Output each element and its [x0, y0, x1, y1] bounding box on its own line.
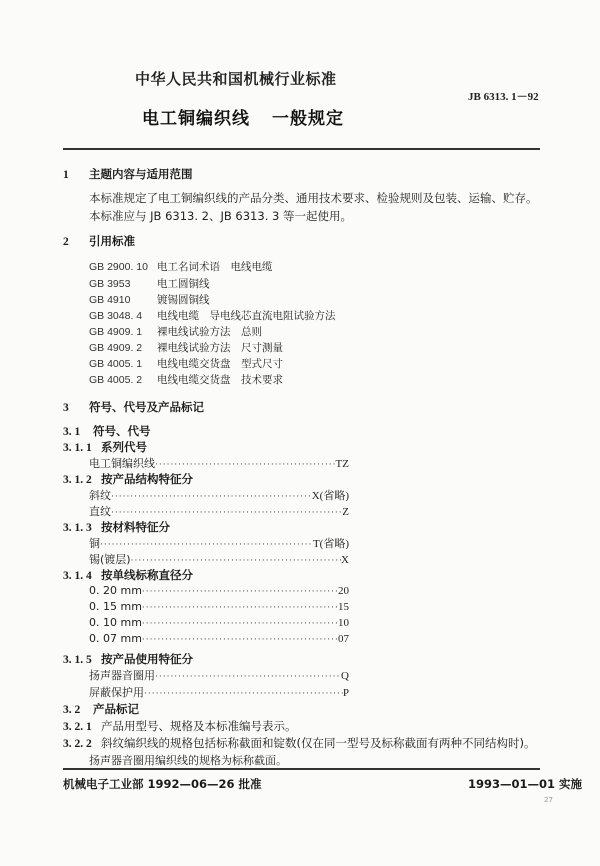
title-part-1: 电工铜编织线: [142, 109, 250, 129]
implementation-date: 1993—01—01 实施: [468, 777, 583, 791]
reference-item: GB 4909. 2 裸电线试验方法 尺寸测量: [89, 342, 283, 354]
reference-item: GB 3048. 4 电线电缆 导电线芯直流电阻试验方法: [89, 310, 336, 322]
subsection-3-2-2: 3. 2. 2 斜纹编织线的规格包括标称截面和锭数(仅在同一型号及标称截面有两种不同结构时)。: [63, 736, 536, 750]
leader-dots: [111, 492, 312, 502]
section-1-paragraph: 本标准规定了电工铜编织线的产品分类、通用技术要求、检验规则及包装、运输、贮存。: [89, 191, 538, 205]
subsection-3-1-heading: 3. 1 符号、代号: [63, 424, 151, 438]
reference-item: GB 4910 镀锡圆铜线: [89, 294, 210, 306]
leader-dots: [111, 508, 342, 518]
code-list-item: 直纹 ····· Z: [89, 503, 349, 519]
document-title: [142, 104, 344, 129]
reference-item: GB 4909. 1 裸电线试验方法 总则: [89, 326, 262, 338]
code-list-item: 斜纹 ····· X(省略): [89, 487, 349, 503]
code-list-item: 0. 07 mm ····· 07: [89, 632, 349, 645]
subsection-3-1-4-heading: 3. 1. 4 按单线标称直径分: [63, 568, 193, 582]
leader-dots: [155, 672, 341, 682]
code-list-item: 扬声器音圈用 ····· Q: [89, 667, 349, 683]
subsection-3-1-3-heading: 3. 1. 3 按材料特征分: [63, 520, 170, 534]
subsection-3-1-1-heading: 3. 1. 1 系列代号: [63, 440, 147, 454]
header-rule: [63, 148, 540, 150]
section-1-paragraph: 本标准应与 JB 6313. 2、JB 6313. 3 等一起使用。: [89, 209, 352, 223]
code-list-item: 0. 10 mm ····· 10: [89, 616, 349, 629]
code-list-item: 0. 15 mm ····· 15: [89, 600, 349, 613]
code-list-item: 铜 ····· T(省略): [89, 535, 349, 551]
leader-dots: [131, 556, 341, 566]
code-list-item: 电工铜编织线 ····· TZ: [89, 455, 349, 471]
leader-dots: [142, 603, 338, 613]
reference-item: GB 4005. 1 电线电缆交货盘 型式尺寸: [89, 358, 283, 370]
reference-item: GB 4005. 2 电线电缆交货盘 技术要求: [89, 374, 283, 386]
footer-rule: [63, 768, 540, 770]
leader-dots: [100, 540, 313, 550]
subsection-3-1-5-heading: 3. 1. 5 按产品使用特征分: [63, 652, 193, 666]
code-list-item: 0. 20 mm ····· 20: [89, 584, 349, 597]
section-1-heading: 1 主题内容与适用范围: [63, 167, 193, 181]
page-number: 27: [544, 796, 553, 804]
issuing-organization: 中华人民共和国机械行业标准: [135, 70, 337, 88]
code-list-item: 锡(镀层) ····· X: [89, 551, 349, 567]
subsection-3-2-heading: 3. 2 产品标记: [63, 702, 139, 716]
code-list-item: 屏蔽保护用 ····· P: [89, 684, 349, 700]
reference-item: GB 3953 电工圆铜线: [89, 278, 210, 290]
section-2-heading: 2 引用标准: [63, 234, 135, 248]
subsection-3-2-1: 3. 2. 1 产品用型号、规格及本标准编号表示。: [63, 719, 297, 733]
subsection-3-2-2-continuation: 扬声器音圈用编织线的规格为标称截面。: [89, 754, 287, 767]
approval-date: 机械电子工业部 1992—06—26 批准: [63, 777, 262, 791]
leader-dots: [144, 689, 343, 699]
section-3-heading: 3 符号、代号及产品标记: [63, 400, 204, 414]
leader-dots: [142, 619, 338, 629]
leader-dots: [155, 460, 336, 470]
title-part-2: 一般规定: [272, 109, 344, 129]
standard-code: JB 6313. 1－92: [468, 91, 539, 103]
leader-dots: [142, 635, 338, 645]
leader-dots: [142, 587, 338, 597]
reference-item: GB 2900. 10 电工名词术语 电线电缆: [89, 261, 273, 273]
subsection-3-1-2-heading: 3. 1. 2 按产品结构特征分: [63, 472, 193, 486]
